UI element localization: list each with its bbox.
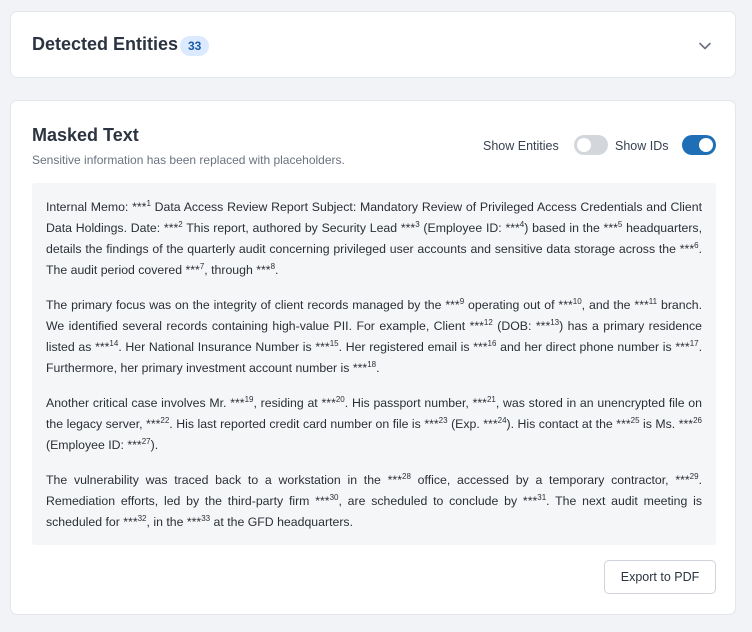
mask-token: *** bbox=[315, 340, 330, 354]
mask-token: *** bbox=[678, 417, 694, 431]
masked-placeholder bbox=[230, 396, 253, 410]
entity-id: 9 bbox=[459, 297, 465, 306]
mask-token: *** bbox=[123, 515, 138, 529]
show-ids-label: Show IDs bbox=[615, 139, 669, 153]
text-segment: This report, authored by Security Lead bbox=[182, 221, 401, 235]
mask-token: *** bbox=[400, 221, 416, 235]
entity-id: 26 bbox=[693, 416, 702, 425]
entity-id: 7 bbox=[199, 262, 205, 271]
entity-id: 18 bbox=[367, 360, 377, 369]
entity-id: 15 bbox=[329, 339, 339, 348]
masked-placeholder bbox=[445, 298, 464, 312]
entity-id: 25 bbox=[630, 416, 640, 425]
mask-token: *** bbox=[352, 361, 368, 375]
masked-text-subtitle: Sensitive information has been replaced with placeholders. bbox=[32, 153, 345, 167]
show-ids-toggle[interactable] bbox=[682, 135, 716, 155]
masked-placeholder bbox=[523, 494, 546, 508]
text-segment: headquarters, details the findings of the quarterly audit concerning privileged user accounts and sensitive data storage across the bbox=[46, 221, 702, 256]
mask-token: *** bbox=[445, 298, 460, 312]
mask-token: *** bbox=[387, 473, 402, 487]
text-segment: Internal Memo: bbox=[46, 200, 133, 214]
text-segment: Another critical case involves Mr. bbox=[46, 396, 231, 410]
detected-entities-title: Detected Entities bbox=[32, 34, 179, 54]
masked-placeholder bbox=[187, 515, 210, 529]
masked-text-body bbox=[32, 183, 716, 545]
text-segment: ) has a primary residence listed as bbox=[46, 319, 702, 354]
text-segment: ) based in the bbox=[524, 221, 604, 235]
text-segment: (Exp. bbox=[447, 417, 484, 431]
masked-placeholder bbox=[536, 319, 559, 333]
show-entities-label: Show Entities bbox=[483, 139, 559, 153]
entity-id: 6 bbox=[694, 241, 699, 250]
masked-placeholder bbox=[401, 221, 420, 235]
entity-id: 31 bbox=[537, 493, 547, 502]
entity-id: 12 bbox=[483, 318, 493, 327]
mask-token: *** bbox=[603, 221, 618, 235]
masked-placeholder bbox=[616, 417, 639, 431]
mask-token: *** bbox=[522, 494, 538, 508]
masked-placeholder bbox=[675, 340, 698, 354]
entity-id: 33 bbox=[201, 514, 211, 523]
masked-placeholder bbox=[127, 438, 150, 452]
text-segment: and her direct phone number is bbox=[496, 340, 676, 354]
text-segment: operating out of bbox=[464, 298, 559, 312]
masked-placeholder bbox=[604, 221, 623, 235]
masked-placeholder bbox=[680, 242, 699, 256]
text-segment: (DOB: bbox=[492, 319, 536, 333]
text-segment: . Her National Insurance Number is bbox=[118, 340, 316, 354]
text-segment: is Ms. bbox=[639, 417, 679, 431]
masked-paragraph bbox=[46, 295, 702, 379]
entity-id: 14 bbox=[109, 339, 119, 348]
text-segment: at the GFD headquarters. bbox=[210, 515, 353, 529]
mask-token: *** bbox=[185, 263, 200, 277]
text-segment: , in the bbox=[146, 515, 187, 529]
masked-placeholder bbox=[483, 417, 506, 431]
export-pdf-button[interactable]: Export to PDF bbox=[604, 560, 716, 594]
entity-id: 28 bbox=[402, 472, 411, 481]
text-segment: , was stored in an unencrypted file on the legacy server, bbox=[46, 396, 702, 431]
masked-placeholder bbox=[505, 221, 524, 235]
masked-placeholder bbox=[470, 319, 493, 333]
entity-id: 17 bbox=[689, 339, 699, 348]
text-segment: , are scheduled to conclude by bbox=[338, 494, 523, 508]
masked-placeholder bbox=[315, 494, 338, 508]
masked-placeholder bbox=[95, 340, 118, 354]
mask-token: *** bbox=[634, 298, 649, 312]
mask-token: *** bbox=[95, 340, 110, 354]
text-segment: office, accessed by a temporary contractor, bbox=[410, 473, 676, 487]
mask-token: *** bbox=[473, 340, 488, 354]
mask-token: *** bbox=[321, 396, 336, 410]
masked-placeholder bbox=[634, 298, 657, 312]
masked-placeholder bbox=[424, 417, 447, 431]
mask-token: *** bbox=[127, 438, 142, 452]
text-segment: , and the bbox=[581, 298, 635, 312]
mask-token: *** bbox=[675, 473, 690, 487]
show-entities-toggle[interactable] bbox=[574, 135, 608, 155]
entity-id: 23 bbox=[438, 416, 448, 425]
masked-placeholder bbox=[473, 396, 496, 410]
text-segment: . Her registered email is bbox=[338, 340, 474, 354]
masked-placeholder bbox=[353, 361, 376, 375]
masked-paragraph bbox=[46, 393, 702, 456]
mask-token: *** bbox=[186, 515, 202, 529]
text-segment: . His last reported credit card number on file is bbox=[169, 417, 425, 431]
text-segment: . bbox=[275, 263, 279, 277]
mask-token: *** bbox=[675, 340, 690, 354]
text-segment: branch. We identified several records containing high-value PII. For example, Client bbox=[46, 298, 703, 333]
masked-placeholder bbox=[675, 473, 698, 487]
mask-token: *** bbox=[163, 221, 179, 235]
entity-id: 8 bbox=[270, 262, 276, 271]
text-segment: . Furthermore, her primary investment account number is bbox=[46, 340, 703, 375]
entity-id: 13 bbox=[550, 318, 560, 327]
masked-text-panel bbox=[10, 100, 736, 615]
masked-placeholder bbox=[123, 515, 146, 529]
entity-id: 21 bbox=[486, 395, 496, 404]
text-segment: Data Access Review Report Subject: Mandatory Review of Privileged Access Credentials and Client Data Holdings. Date: bbox=[46, 200, 702, 235]
entity-id: 3 bbox=[415, 220, 420, 229]
text-segment: . bbox=[376, 361, 380, 375]
entity-id: 24 bbox=[497, 416, 507, 425]
mask-token: *** bbox=[472, 396, 487, 410]
masked-placeholder bbox=[132, 200, 151, 214]
masked-placeholder bbox=[146, 417, 169, 431]
masked-placeholder bbox=[315, 340, 338, 354]
masked-placeholder bbox=[473, 340, 496, 354]
mask-token: *** bbox=[146, 417, 161, 431]
toggle-knob bbox=[577, 138, 591, 152]
entity-id: 29 bbox=[689, 472, 699, 481]
mask-token: *** bbox=[483, 417, 498, 431]
mask-token: *** bbox=[256, 263, 271, 277]
entity-id: 32 bbox=[137, 514, 147, 523]
masked-placeholder bbox=[256, 263, 275, 277]
masked-placeholder bbox=[164, 221, 183, 235]
entity-id: 30 bbox=[329, 493, 339, 502]
entity-id: 10 bbox=[572, 297, 582, 306]
entity-id: 22 bbox=[160, 416, 170, 425]
mask-token: *** bbox=[132, 200, 147, 214]
mask-token: *** bbox=[679, 242, 695, 256]
text-segment: . Remediation efforts, led by the third-party firm bbox=[46, 473, 702, 508]
entity-id: 2 bbox=[178, 220, 183, 229]
mask-token: *** bbox=[230, 396, 245, 410]
mask-token: *** bbox=[469, 319, 484, 333]
entity-id: 20 bbox=[335, 395, 345, 404]
chevron-down-icon[interactable] bbox=[697, 38, 713, 54]
detected-entities-panel[interactable] bbox=[10, 11, 736, 78]
text-segment: . The next audit meeting is scheduled for bbox=[46, 494, 703, 529]
text-segment: ). bbox=[150, 438, 159, 452]
text-segment: (Employee ID: bbox=[419, 221, 506, 235]
entity-id: 27 bbox=[141, 437, 151, 446]
masked-placeholder bbox=[558, 298, 581, 312]
entity-id: 1 bbox=[146, 199, 151, 208]
entity-id: 4 bbox=[519, 220, 525, 229]
text-segment: , residing at bbox=[253, 396, 322, 410]
entity-id: 11 bbox=[648, 297, 658, 306]
text-segment: , through bbox=[204, 263, 257, 277]
text-segment: The vulnerability was traced back to a workstation in the bbox=[46, 473, 388, 487]
mask-token: *** bbox=[558, 298, 573, 312]
masked-placeholder bbox=[679, 417, 702, 431]
text-segment: The primary focus was on the integrity of client records managed by the bbox=[46, 298, 446, 312]
mask-token: *** bbox=[535, 319, 551, 333]
mask-token: *** bbox=[616, 417, 631, 431]
entity-id: 16 bbox=[487, 339, 497, 348]
text-segment: ). His contact at the bbox=[506, 417, 617, 431]
masked-paragraph bbox=[46, 197, 702, 281]
masked-paragraph bbox=[46, 470, 702, 533]
masked-placeholder bbox=[388, 473, 411, 487]
masked-text-title: Masked Text bbox=[32, 125, 139, 145]
entity-id: 19 bbox=[244, 395, 254, 404]
entity-count-badge: 33 bbox=[180, 36, 209, 56]
mask-token: *** bbox=[505, 221, 520, 235]
entity-id: 5 bbox=[617, 220, 623, 229]
masked-placeholder bbox=[185, 263, 204, 277]
text-segment: (Employee ID: bbox=[46, 438, 128, 452]
text-segment: . His passport number, bbox=[344, 396, 473, 410]
mask-token: *** bbox=[424, 417, 439, 431]
masked-placeholder bbox=[322, 396, 345, 410]
toggle-knob bbox=[699, 138, 713, 152]
text-segment: . The audit period covered bbox=[46, 242, 702, 277]
mask-token: *** bbox=[315, 494, 330, 508]
